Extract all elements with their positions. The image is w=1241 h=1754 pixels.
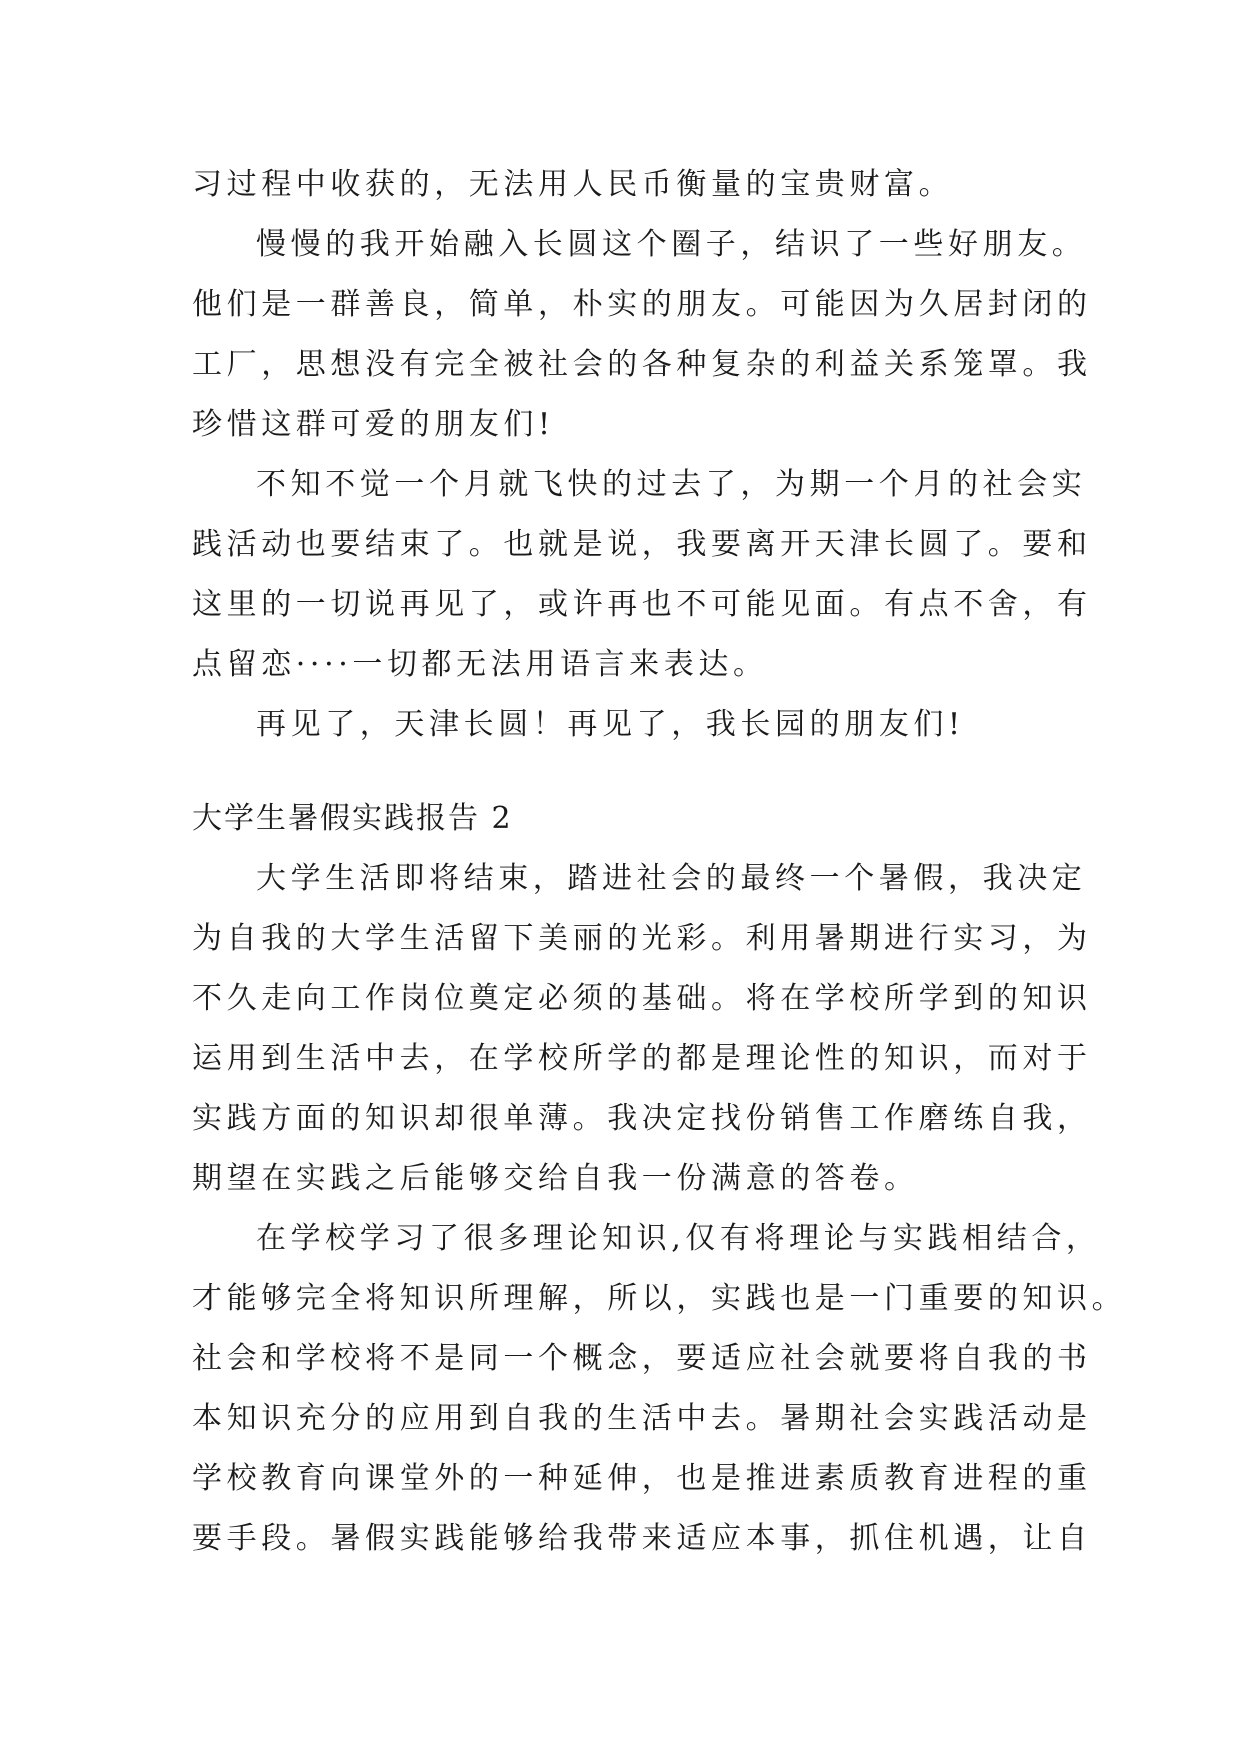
paragraph-line: 践活动也要结束了。也就是说，我要离开天津长圆了。要和 bbox=[192, 527, 1092, 562]
paragraph-line: 不久走向工作岗位奠定必须的基础。将在学校所学到的知识 bbox=[192, 981, 1092, 1016]
paragraph-line: 期望在实践之后能够交给自我一份满意的答卷。 bbox=[192, 1161, 919, 1196]
paragraph-line: 慢慢的我开始融入长圆这个圈子，结识了一些好朋友。 bbox=[256, 227, 1087, 262]
paragraph-line: 要手段。暑假实践能够给我带来适应本事，抓住机遇，让自 bbox=[192, 1521, 1092, 1556]
paragraph-line: 再见了，天津长圆！再见了，我长园的朋友们! bbox=[256, 707, 965, 742]
paragraph-line: 在学校学习了很多理论知识,仅有将理论与实践相结合， bbox=[256, 1221, 1101, 1256]
paragraph-line: 不知不觉一个月就飞快的过去了，为期一个月的社会实 bbox=[256, 467, 1087, 502]
paragraph-line: 实践方面的知识却很单薄。我决定找份销售工作磨练自我， bbox=[192, 1101, 1092, 1136]
section-1-body bbox=[192, 155, 1092, 755]
paragraph-line: 点留恋····一切都无法用语言来表达。 bbox=[192, 647, 768, 682]
paragraph-line: 珍惜这群可爱的朋友们! bbox=[192, 407, 555, 442]
paragraph-line: 为自我的大学生活留下美丽的光彩。利用暑期进行实习，为 bbox=[192, 921, 1092, 956]
paragraph-line: 这里的一切说再见了，或许再也不可能见面。有点不舍，有 bbox=[192, 587, 1092, 622]
paragraph-line: 社会和学校将不是同一个概念，要适应社会就要将自我的书 bbox=[192, 1341, 1092, 1376]
paragraph-line: 习过程中收获的，无法用人民币衡量的宝贵财富。 bbox=[192, 167, 954, 202]
paragraph-line: 他们是一群善良，简单，朴实的朋友。可能因为久居封闭的 bbox=[192, 287, 1092, 322]
section-2-body bbox=[192, 849, 1127, 1569]
paragraph-line: 运用到生活中去，在学校所学的都是理论性的知识，而对于 bbox=[192, 1041, 1092, 1076]
paragraph-line: 工厂，思想没有完全被社会的各种复杂的利益关系笼罩。我 bbox=[192, 347, 1092, 382]
paragraph-line: 本知识充分的应用到自我的生活中去。暑期社会实践活动是 bbox=[192, 1401, 1092, 1436]
paragraph-line: 大学生活即将结束，踏进社会的最终一个暑假，我决定 bbox=[256, 861, 1087, 896]
paragraph-line: 学校教育向课堂外的一种延伸，也是推进素质教育进程的重 bbox=[192, 1461, 1092, 1496]
paragraph-line: 才能够完全将知识所理解，所以，实践也是一门重要的知识。 bbox=[192, 1281, 1127, 1316]
section-heading: 大学生暑假实践报告 2 bbox=[192, 801, 513, 836]
